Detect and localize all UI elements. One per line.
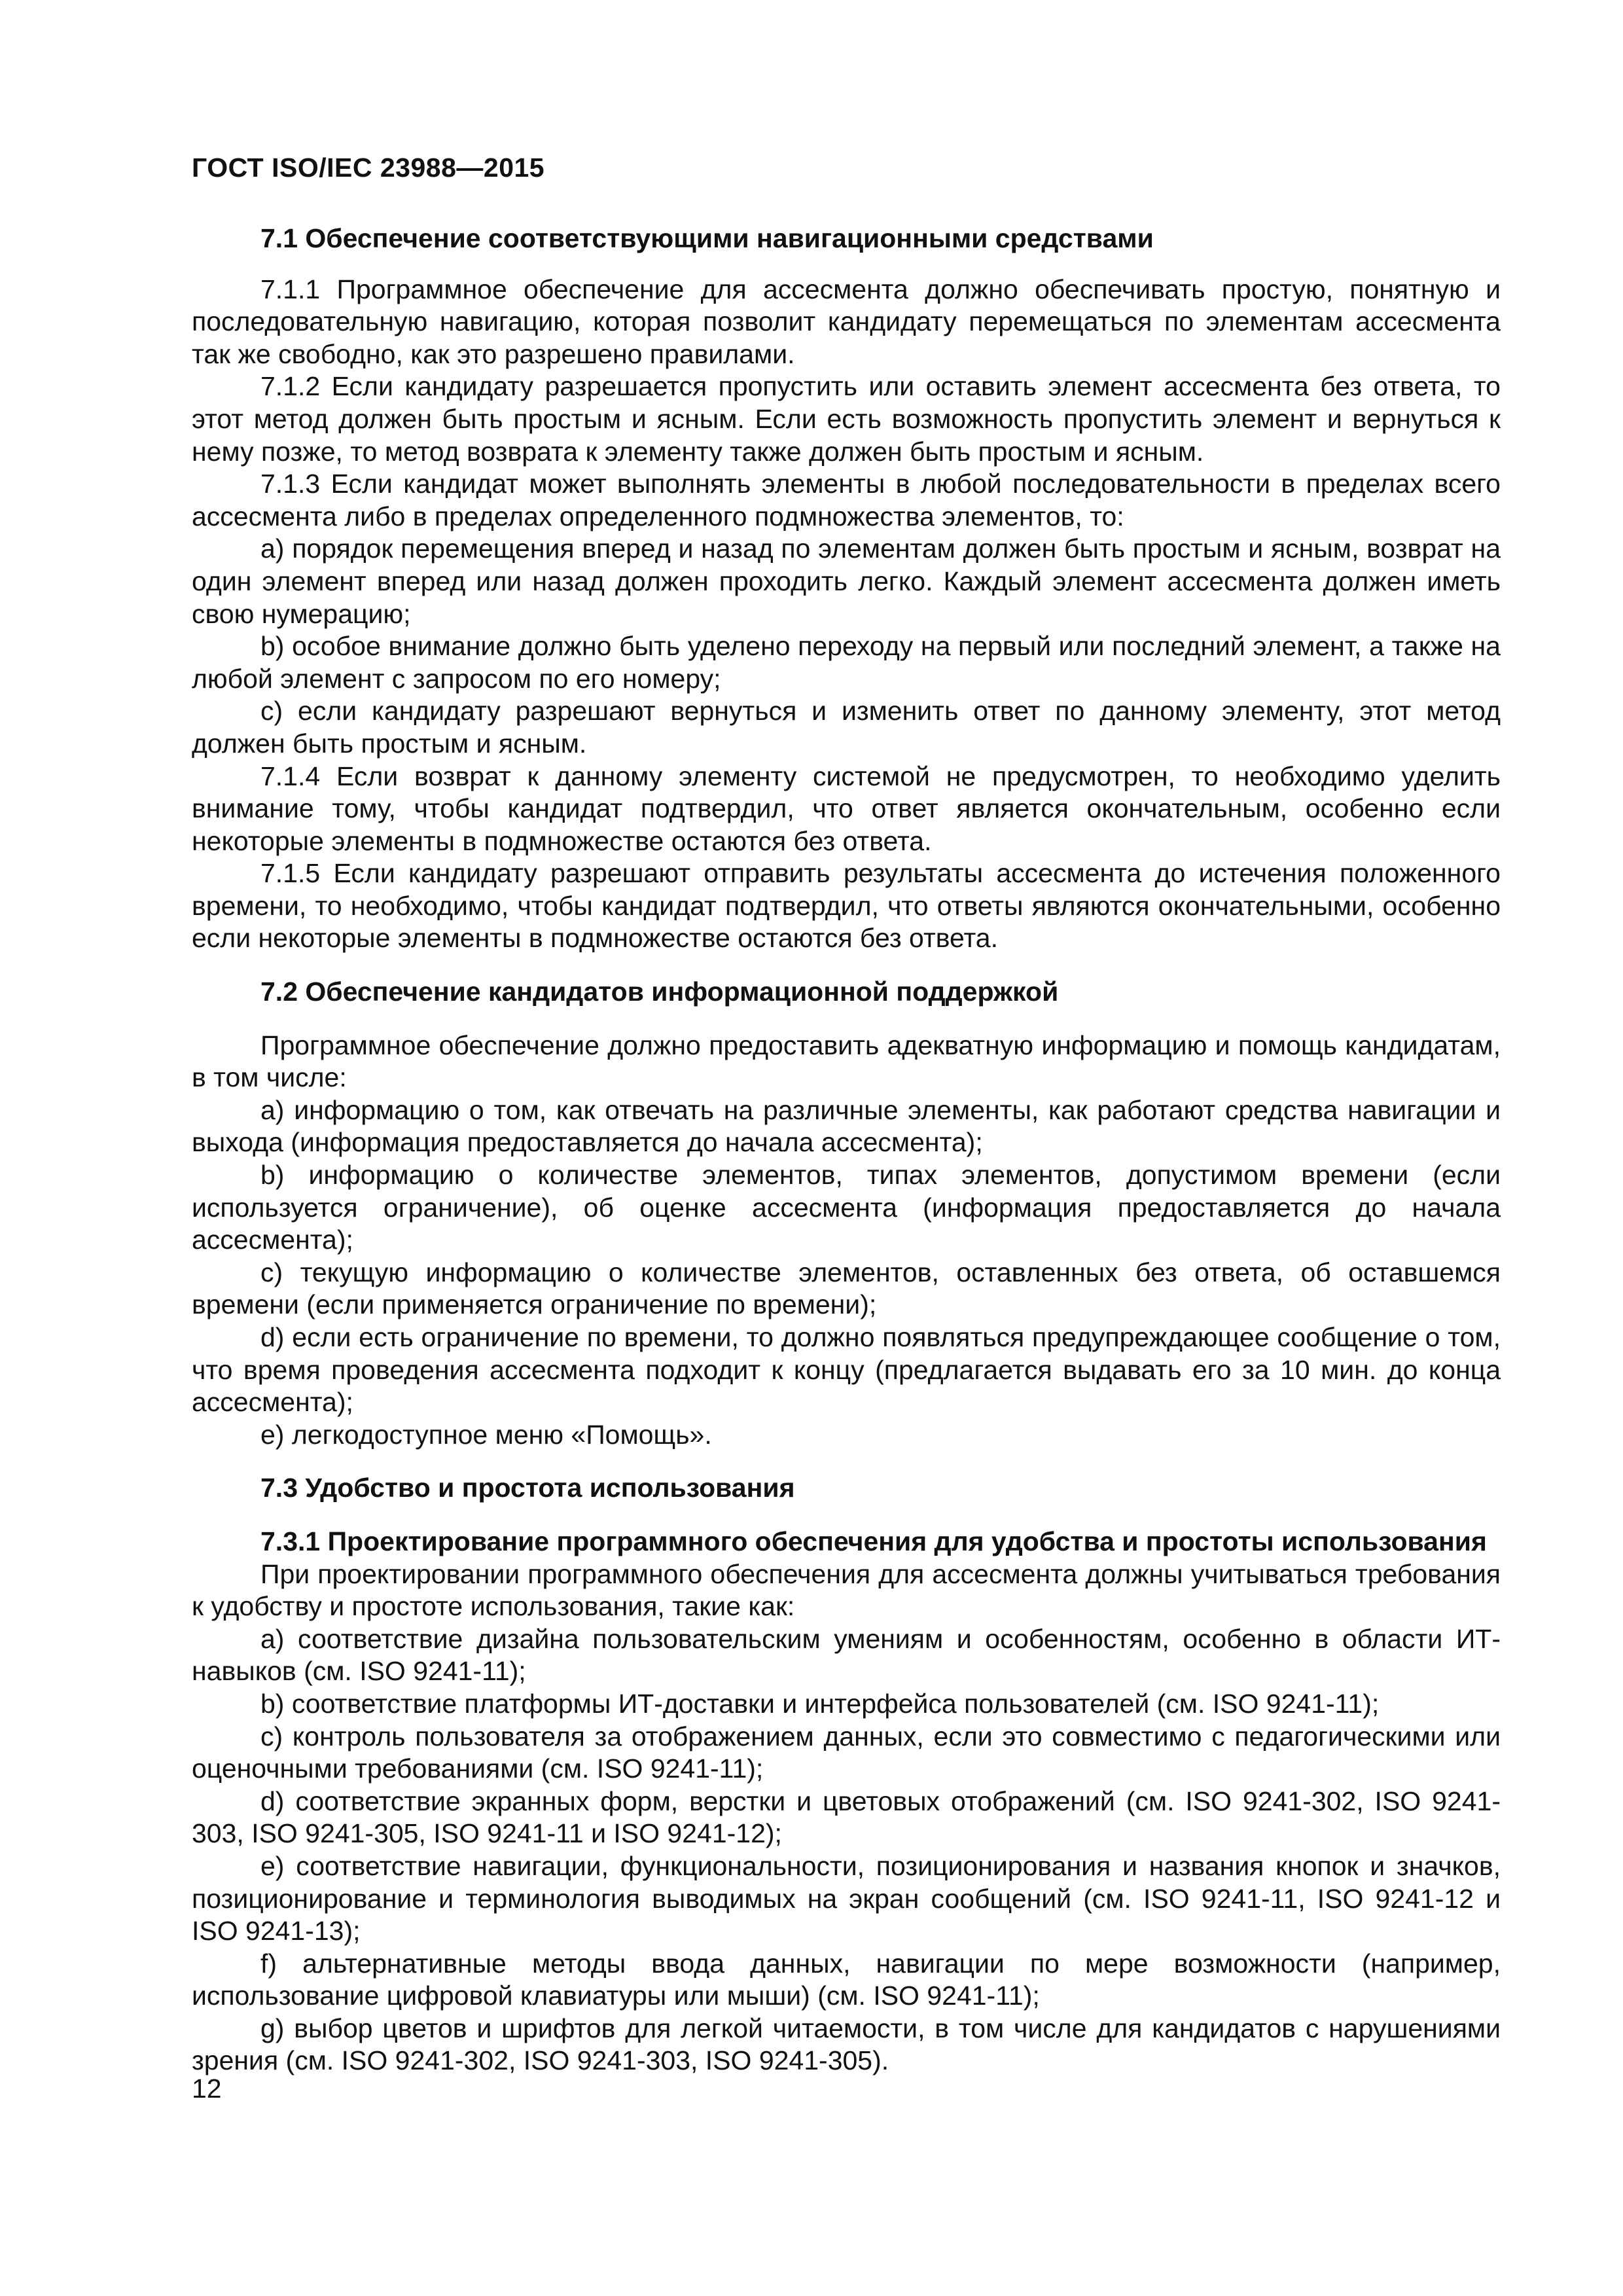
paragraph-7-3-1-intro: При проектировании программного обеспечения для ассесмента должны учитываться требования к удобству и простоте использования, такие как: bbox=[192, 1558, 1501, 1622]
paragraph-7-2-intro: Программное обеспечение должно предоставить адекватную информацию и помощь кандидатам, в том числе: bbox=[192, 1030, 1501, 1093]
list-item-7-2-b: b) информацию о количестве элементов, типах элементов, допустимом времени (если используется ограничение), об оценке ассесмента (информация предоставляется до начала ассесмента); bbox=[192, 1160, 1501, 1255]
paragraph-7-1-2: 7.1.2 Если кандидату разрешается пропустить или оставить элемент ассесмента без ответа, то этот метод должен быть простым и ясным. Если есть возможность пропустить элемент и вернуться к нему позже, то метод возврата к элементу также должен быть простым и ясным. bbox=[192, 371, 1501, 467]
paragraph-7-1-1: 7.1.1 Программное обеспечение для ассесмента должно обеспечивать простую, понятную и последовательную навигацию, которая позволит кандидату перемещаться по элементам ассесмента так же свободно, как это разрешено правилами. bbox=[192, 274, 1501, 369]
section-heading-7-3: 7.3 Удобство и простота использования bbox=[260, 1473, 795, 1503]
list-item-7-3-1-e: e) соответствие навигации, функциональности, позиционирования и названия кнопок и значков, позиционирование и терминология выводимых на экран сообщений (см. ISO 9241-11, ISO 9241-12 и ISO 9241-13); bbox=[192, 1850, 1501, 1946]
section-heading-7-1: 7.1 Обеспечение соответствующими навигационными средствами bbox=[260, 223, 1154, 253]
list-item-7-3-1-b: b) соответствие платформы ИТ-доставки и интерфейса пользователей (см. ISO 9241-11); bbox=[260, 1688, 1380, 1719]
list-item-7-3-1-g: g) выбор цветов и шрифтов для легкой читаемости, в том числе для кандидатов с нарушениями зрения (см. ISO 9241-302, ISO 9241-303, ISO 9241-305). bbox=[192, 2013, 1501, 2076]
document-header: ГОСТ ISO/IEC 23988—2015 bbox=[192, 152, 545, 183]
paragraph-7-1-3: 7.1.3 Если кандидат может выполнять элементы в любой последовательности в пределах всего ассесмента либо в пределах определенного подмножества элементов, то: bbox=[192, 469, 1501, 531]
paragraph-7-1-5: 7.1.5 Если кандидату разрешают отправить результаты ассесмента до истечения положенного времени, то необходимо, чтобы кандидат подтвердил, что ответы являются окончательными, особенно если некоторые элементы в подмножестве остаются без ответа. bbox=[192, 858, 1501, 954]
list-item-7-1-3-a: a) порядок перемещения вперед и назад по элементам должен быть простым и ясным, возврат на один элемент вперед или назад должен проходить легко. Каждый элемент ассесмента должен иметь свою нумерацию; bbox=[192, 533, 1501, 629]
list-item-7-3-1-f: f) альтернативные методы ввода данных, навигации по мере возможности (например, использование цифровой клавиатуры или мыши) (см. ISO 9241-11); bbox=[192, 1948, 1501, 2011]
page-number: 12 bbox=[192, 2073, 222, 2104]
document-body bbox=[192, 223, 1501, 2077]
list-item-7-1-3-b: b) особое внимание должно быть уделено переходу на первый или последний элемент, а также на любой элемент с запросом по его номеру; bbox=[192, 631, 1501, 694]
list-item-7-3-1-d: d) соответствие экранных форм, верстки и цветовых отображений (см. ISO 9241-302, ISO 9241-303, ISO 9241-305, ISO 9241-11 и ISO 9241-12); bbox=[192, 1785, 1501, 1849]
list-item-7-2-d: d) если есть ограничение по времени, то должно появляться предупреждающее сообщение о том, что время проведения ассесмента подходит к концу (предлагается выдавать его за 10 мин. до конца ассесмента); bbox=[192, 1322, 1501, 1418]
subsection-heading-7-3-1: 7.3.1 Проектирование программного обеспечения для удобства и простоты использования bbox=[260, 1526, 1487, 1556]
list-item-7-3-1-c: c) контроль пользователя за отображением данных, если это совместимо с педагогическими или оценочными требованиями (см. ISO 9241-11); bbox=[192, 1721, 1501, 1784]
list-item-7-2-e: e) легкодоступное меню «Помощь». bbox=[260, 1419, 712, 1450]
list-item-7-3-1-a: a) соответствие дизайна пользовательским умениям и особенностям, особенно в области ИТ-навыков (см. ISO 9241-11); bbox=[192, 1623, 1501, 1687]
section-heading-7-2: 7.2 Обеспечение кандидатов информационной поддержкой bbox=[260, 977, 1059, 1007]
list-item-7-2-c: c) текущую информацию о количестве элементов, оставленных без ответа, об оставшемся времени (если применяется ограничение по времени); bbox=[192, 1257, 1501, 1320]
list-item-7-1-3-c: c) если кандидату разрешают вернуться и изменить ответ по данному элементу, этот метод должен быть простым и ясным. bbox=[192, 696, 1501, 759]
list-item-7-2-a: a) информацию о том, как отвечать на различные элементы, как работают средства навигации и выхода (информация предоставляется до начала ассесмента); bbox=[192, 1094, 1501, 1158]
paragraph-7-1-4: 7.1.4 Если возврат к данному элементу системой не предусмотрен, то необходимо уделить внимание тому, чтобы кандидат подтвердил, что ответ является окончательным, особенно если некоторые элементы в подмножестве остаются без ответа. bbox=[192, 761, 1501, 856]
